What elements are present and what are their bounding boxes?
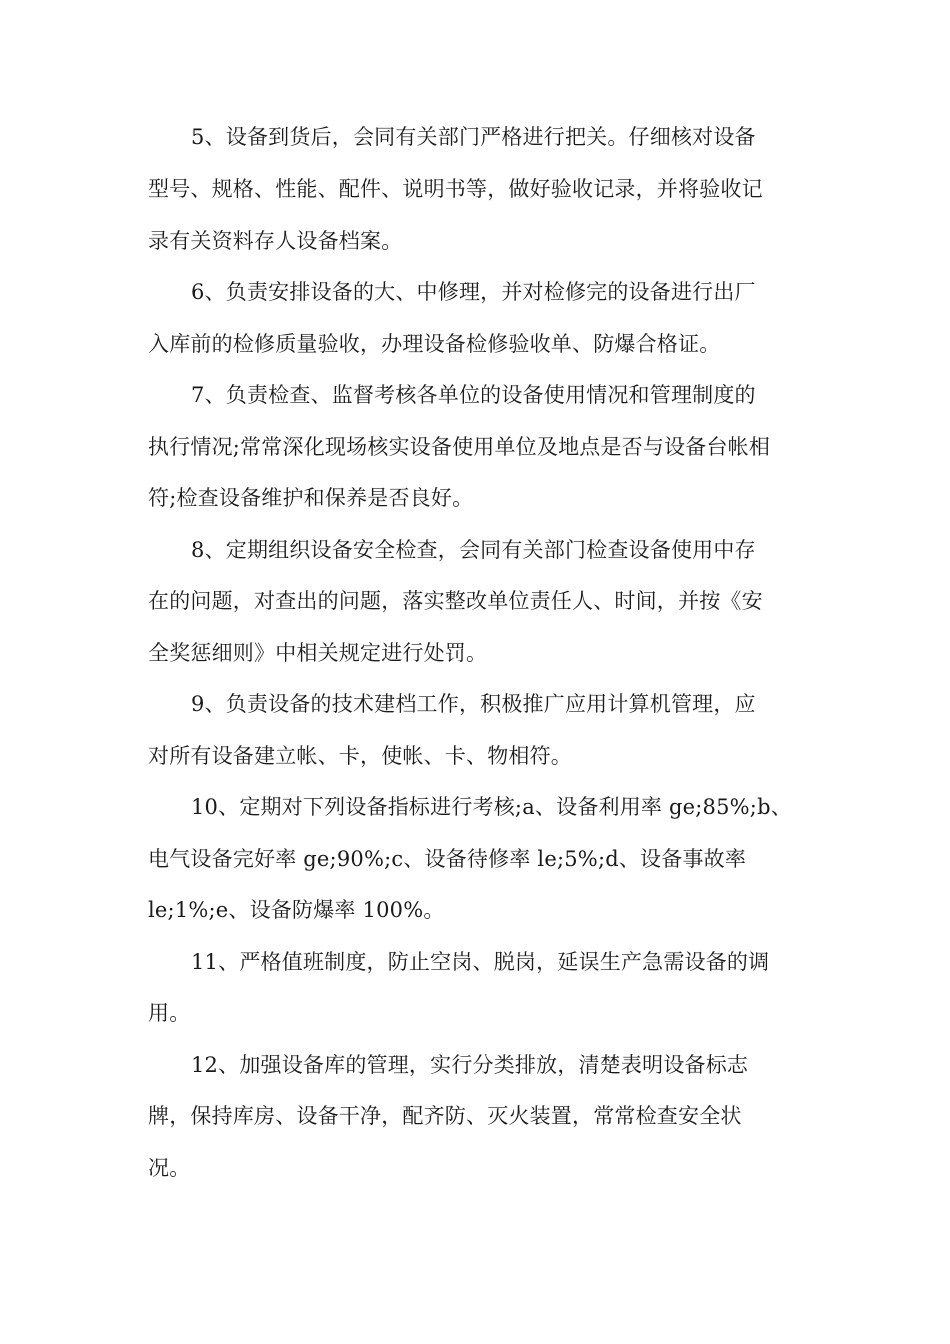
paragraph-10-line-2: 电气设备完好率 ge;90%;c、设备待修率 le;5%;d、设备事故率 [148,847,747,871]
paragraph-5-line-1: 5、设备到货后，会同有关部门严格进行把关。仔细核对设备 [191,125,756,149]
paragraph-8-line-1: 8、定期组织设备安全检查，会同有关部门检查设备使用中存 [191,538,756,562]
paragraph-5-line-3: 录有关资料存人设备档案。 [148,229,403,253]
paragraph-11-line-2: 用。 [148,1001,191,1025]
paragraph-11-line-1: 11、严格值班制度，防止空岗、脱岗，延误生产急需设备的调 [191,950,770,974]
paragraph-12-line-2: 牌，保持库房、设备干净，配齐防、灭火装置，常常检查安全状 [148,1104,742,1128]
paragraph-5-line-2: 型号、规格、性能、配件、说明书等，做好验收记录，并将验收记 [148,177,763,201]
paragraph-10-line-3: le;1%;e、设备防爆率 100%。 [148,898,445,922]
paragraph-7-line-1: 7、负责检查、监督考核各单位的设备使用情况和管理制度的 [191,383,756,407]
paragraph-12-line-1: 12、加强设备库的管理，实行分类排放，清楚表明设备标志 [191,1053,749,1077]
paragraph-10-line-1: 10、定期对下列设备指标进行考核;a、设备利用率 ge;85%;b、 [191,795,792,819]
paragraph-9-line-2: 对所有设备建立帐、卡，使帐、卡、物相符。 [148,744,572,768]
paragraph-6-line-2: 入库前的检修质量验收，办理设备检修验收单、防爆合格证。 [148,332,721,356]
paragraph-12-line-3: 况。 [148,1156,191,1180]
paragraph-8-line-3: 全奖惩细则》中相关规定进行处罚。 [148,641,488,665]
paragraph-6-line-1: 6、负责安排设备的大、中修理，并对检修完的设备进行出厂 [191,280,756,304]
paragraph-7-line-3: 符;检查设备维护和保养是否良好。 [148,486,474,510]
paragraph-8-line-2: 在的问题，对查出的问题，落实整改单位责任人、时间，并按《安 [148,589,763,613]
paragraph-7-line-2: 执行情况;常常深化现场核实设备使用单位及地点是否与设备台帐相 [148,435,771,459]
paragraph-9-line-1: 9、负责设备的技术建档工作，积极推广应用计算机管理，应 [191,692,756,716]
